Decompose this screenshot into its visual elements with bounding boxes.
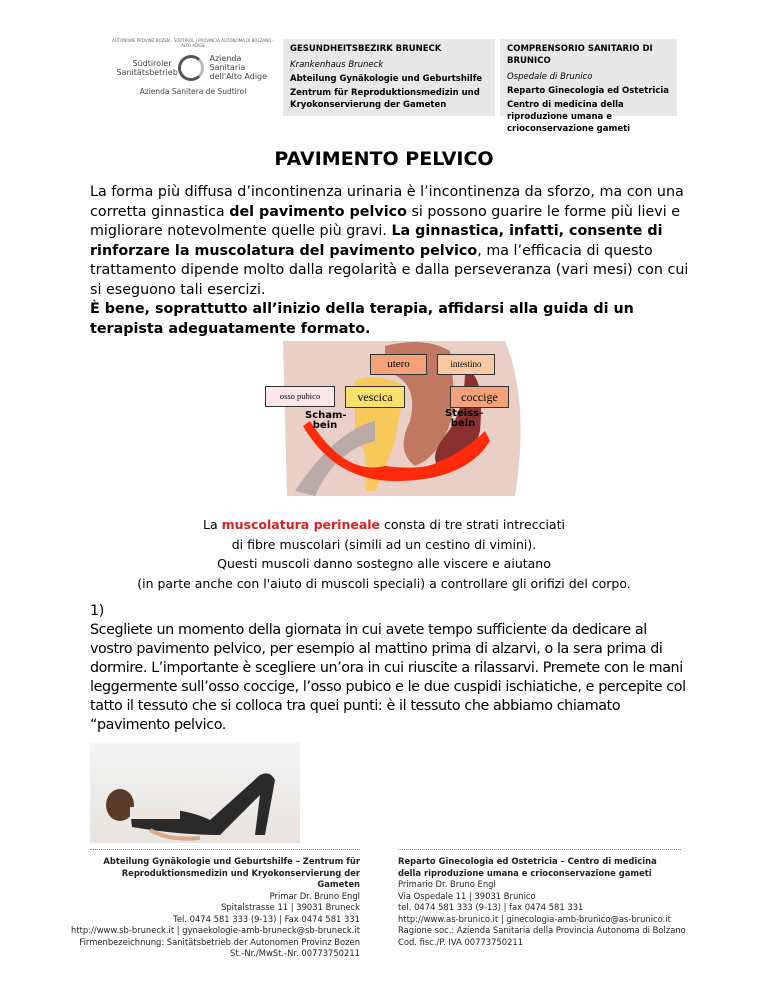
footer-line: St.-Nr./MwSt.-Nr. 00773750211 <box>230 948 360 958</box>
text: , ma l’efficacia di questo trattamento dipende molto dalla regolarità e dalla perseveranza (vari mesi) con cui si eseguono tali esercizi. <box>90 242 689 298</box>
diagram-caption <box>90 515 678 593</box>
page-title: PAVIMENTO PELVICO <box>274 148 494 170</box>
label-coccige: coccige <box>450 386 509 408</box>
text: si possono guarire le forme più lievi e migliorare notevolmente quelle più gravi. <box>90 203 681 239</box>
header-box-de <box>283 39 495 116</box>
footer-line: Ragione soc.: Azienda Sanitaria della Provincia Autonoma di Bolzano <box>398 925 686 935</box>
logo-text-de: Südtiroler Sanitätsbetrieb <box>116 58 178 77</box>
bold-text: del pavimento pelvico <box>229 203 407 220</box>
footer-line: Cod. fisc./P. IVA 00773750211 <box>398 936 524 947</box>
woman-lying-illustration <box>90 743 300 843</box>
text: consta di tre strati intrecciati <box>380 517 565 532</box>
bold-text: È bene, soprattutto all’inizio della terapia, affidarsi alla guida di un terapista adeguatamente formato. <box>90 301 634 337</box>
hospital-name: Krankenhaus Bruneck <box>290 60 384 70</box>
footer-line: Primar Dr. Bruno Engl <box>269 890 360 901</box>
label-utero: utero <box>370 354 427 375</box>
org-name: GESUNDHEITSBEZIRK BRUNECK <box>290 44 442 54</box>
text: La <box>203 517 222 532</box>
footer-line: Firmenbezeichnung: Sanitätsbetrieb der Autonomen Provinz Bozen <box>79 936 360 947</box>
logo <box>108 38 278 113</box>
footer-it <box>398 849 686 960</box>
logo-text-lad: Azienda Sanitera de Sudtirol <box>139 87 247 96</box>
step-1 <box>90 602 690 735</box>
footer-title: Abteilung Gynäkologie und Geburtshilfe – Zentrum für Reproduktionsmedizin und Kryokonservierung der Gameten <box>103 856 360 889</box>
footer <box>0 849 768 960</box>
text: La forma più diffusa d’incontinenza urinaria è l’incontinenza da sforzo, ma con una corretta ginnastica <box>90 184 684 220</box>
lower-section <box>0 602 768 960</box>
footer-line: tel. 0474 581 333 (9-13) | fax 0474 581 331 <box>398 902 584 912</box>
department: Reparto Ginecologia ed Ostetricia <box>507 86 669 96</box>
label-vescica: vescica <box>345 386 405 408</box>
pelvic-floor-diagram <box>275 341 525 498</box>
logo-province-text: AUTONOME PROVINZ BOZEN - SÜDTIROL | PROVINCIA AUTONOMA DI BOLZANO - ALTO ADIGE <box>111 38 275 48</box>
footer-title: Reparto Ginecologia ed Ostetricia – Centro di medicina della riproduzione umana e crioconservazione gameti <box>398 856 657 878</box>
footer-line: Tel. 0474 581 333 (9-13) | Fax 0474 581 331 <box>173 913 360 924</box>
footer-link[interactable]: http://www.as-brunico.it | ginecologia-amb-brunico@as-brunico.it <box>398 913 671 924</box>
intro-paragraph <box>90 183 690 339</box>
footer-de <box>71 849 360 960</box>
label-intestino: intestino <box>437 354 495 375</box>
header-box-it <box>500 39 677 134</box>
step-text: Scegliete un momento della giornata in cui avete tempo sufficiente da dedicare al vostro pavimento pelvico, per esempio al mattino prima di alzarvi, o la sera prima di dormire. L’importante è scegliere un’ora in cui riuscite a rilassarvi. Premete con le mani leggermente sull’osso coccige, l’osso pubico e le due cuspidi ischiatiche, e percepite col tatto il tessuto che si colloca tra quei punti: è il tessuto che abbiamo chiamato “pavimento pelvico. <box>90 622 686 733</box>
logo-text-it: Azienda Sanitaria dell'Alto Adige <box>209 54 268 81</box>
exercise-photo <box>90 743 300 843</box>
footer-line: Via Ospedale 11 | 39031 Brunico <box>398 890 536 901</box>
text: (in parte anche con l'aiuto di muscoli speciali) a controllare gli orifizi del corpo. <box>137 575 631 591</box>
text: Questi muscoli danno sostegno alle viscere e aiutano <box>217 556 551 571</box>
text: di fibre muscolari (simili ad un cestino di vimini). <box>231 536 537 552</box>
hospital-name: Ospedale di Brunico <box>507 72 593 82</box>
footer-line: Spitalstrasse 11 | 39031 Bruneck <box>221 902 360 912</box>
step-number: 1) <box>90 603 104 619</box>
bold-text: La ginnastica, infatti, consente di rinforzare la muscolatura del pavimento pelvico <box>90 223 663 259</box>
center: Zentrum für Reproduktionsmedizin und Kryokonservierung der Gameten <box>290 88 480 110</box>
label-osso-pubico: osso pubico <box>265 386 335 407</box>
logo-ring-icon <box>178 55 204 81</box>
highlight-text: muscolatura perineale <box>221 517 381 532</box>
label-schambein: Scham-bein <box>305 410 347 431</box>
department: Abteilung Gynäkologie und Geburtshilfe <box>290 74 483 84</box>
footer-link[interactable]: http://www.sb-bruneck.it | gynaekologie-amb-bruneck@sb-bruneck.it <box>71 925 360 935</box>
footer-line: Primario Dr. Bruno Engl <box>398 879 496 889</box>
center: Centro di medicina della riproduzione umana e crioconservazione gameti <box>507 100 631 134</box>
label-steissbein: Steiss-bein <box>445 408 484 429</box>
org-name: COMPRENSORIO SANITARIO DI BRUNICO <box>507 44 653 66</box>
